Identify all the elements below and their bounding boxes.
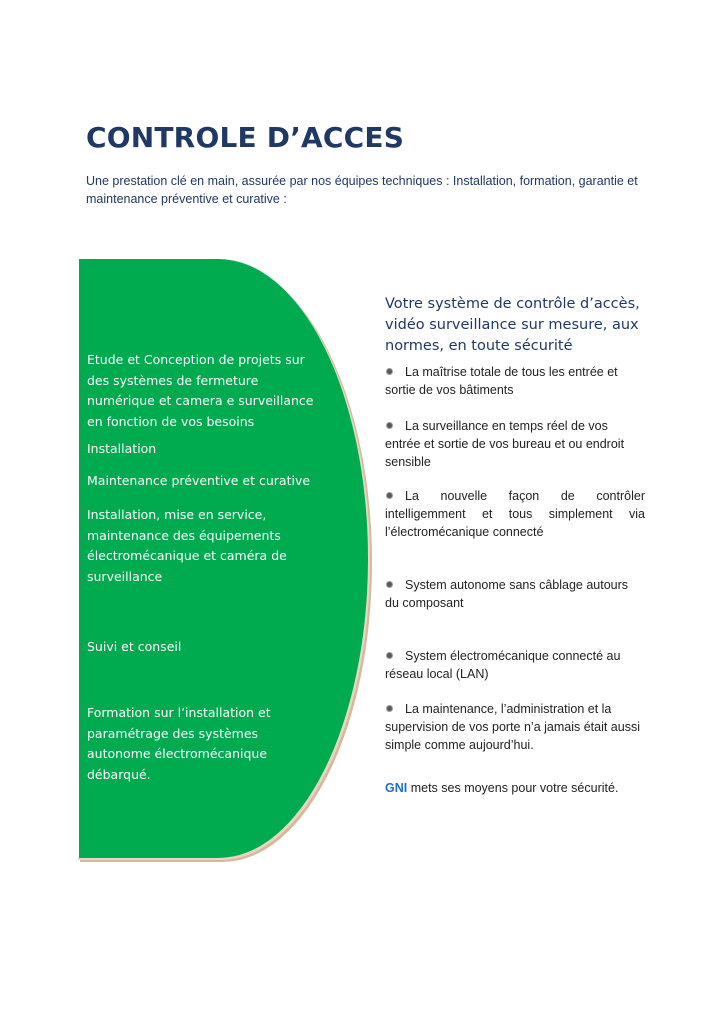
service-item-installation: Installation bbox=[87, 441, 157, 456]
feature-text: La surveillance en temps réel de vos entrée et sortie de vos bureau et ou endroit sensible bbox=[385, 419, 625, 469]
bullet-icon bbox=[386, 422, 393, 429]
feature-item bbox=[385, 576, 645, 612]
feature-item bbox=[385, 417, 645, 471]
service-item-setup: Installation, mise en service, maintenance des équipements électromécanique et caméra de surveillance bbox=[87, 507, 287, 584]
feature-text: La maintenance, l’administration et la supervision de vos porte n’a jamais était aussi simple comme aujourd’hui. bbox=[385, 702, 640, 752]
bullet-icon bbox=[386, 492, 393, 499]
intro-text: Une prestation clé en main, assurée par nos équipes techniques : Installation, formation, garantie et maintenance préventive et curative : bbox=[86, 174, 638, 206]
feature-text: La maîtrise totale de tous les entrée et sortie de vos bâtiments bbox=[385, 365, 618, 397]
bullet-icon bbox=[386, 705, 393, 712]
closing-text: mets ses moyens pour votre sécurité. bbox=[407, 781, 619, 795]
page-title: CONTROLE D’ACCES bbox=[86, 121, 405, 154]
features-heading: Votre système de contrôle d’accès, vidéo surveillance sur mesure, aux normes, en toute sécurité bbox=[385, 296, 640, 354]
feature-item bbox=[385, 647, 645, 683]
service-item-maintenance: Maintenance préventive et curative bbox=[87, 473, 311, 488]
feature-text: System électromécanique connecté au réseau local (LAN) bbox=[385, 649, 621, 681]
closing-line bbox=[385, 781, 618, 795]
service-item-study: Etude et Conception de projets sur des systèmes de fermeture numérique et camera e surveillance en fonction de vos besoins bbox=[87, 352, 314, 429]
brand-name: GNI bbox=[385, 781, 408, 795]
bullet-icon bbox=[386, 368, 393, 375]
service-item-training: Formation sur l’installation et paramétrage des systèmes autonome électromécanique débarqué. bbox=[87, 705, 271, 782]
feature-item bbox=[385, 700, 645, 754]
bullet-icon bbox=[386, 581, 393, 588]
feature-item bbox=[385, 363, 645, 399]
feature-text: La nouvelle façon de contrôler intelligemment et tous simplement via l’électromécanique connecté bbox=[385, 489, 645, 539]
service-item-followup: Suivi et conseil bbox=[87, 639, 182, 654]
feature-item bbox=[385, 487, 645, 541]
feature-text: System autonome sans câblage autours du composant bbox=[385, 578, 629, 610]
bullet-icon bbox=[386, 652, 393, 659]
